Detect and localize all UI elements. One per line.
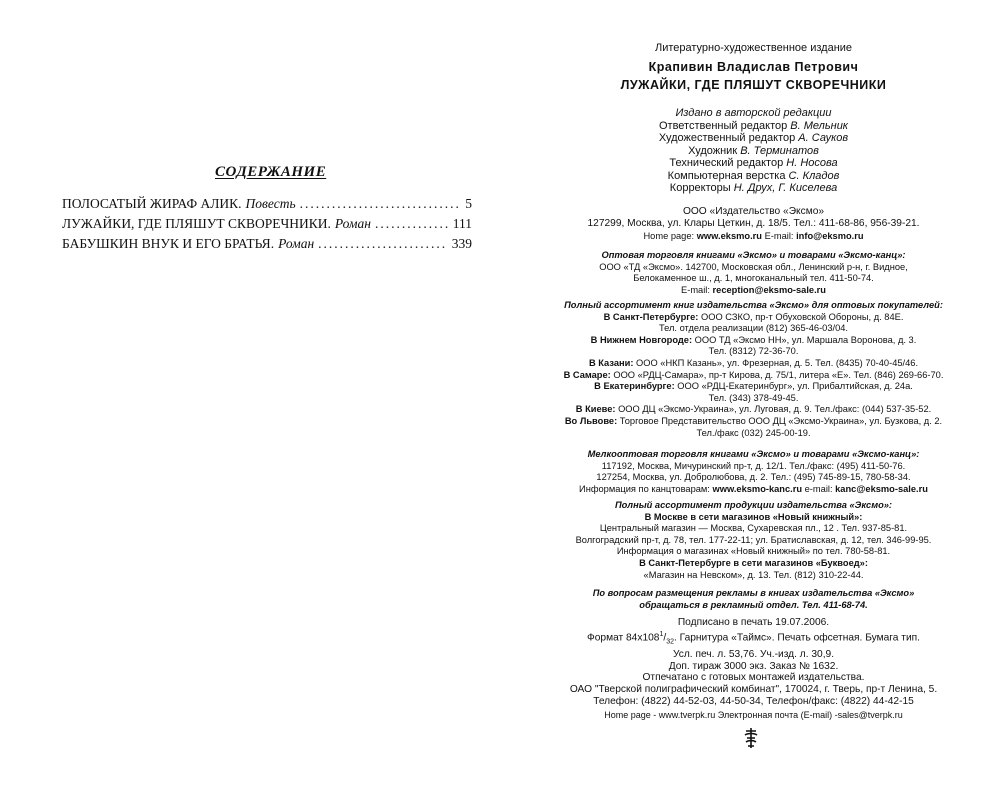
regional-text: ООО СЗКО, пр-т Обуховской Обороны, д. 84Е. [701, 311, 904, 322]
regional-item [500, 381, 1007, 393]
credits-block [500, 107, 1007, 195]
toc-entry-title: ЛУЖАЙКИ, ГДЕ ПЛЯШУТ СКВОРЕЧНИКИ. [62, 216, 331, 231]
advert-line: обращаться в рекламный отдел. Тел. 411-68-74. [639, 599, 868, 610]
credit-person: В. Терминатов [740, 144, 819, 157]
advert-block [500, 588, 1007, 611]
regional-text: Торговое Представительство ООО ДЦ «Эксмо-Украина», ул. Бузкова, д. 2. [619, 415, 943, 426]
printer-line: ОАО "Тверской полиграфический комбинат", 170024, г. Тверь, пр-т Ленина, 5. [569, 684, 938, 696]
publisher-block [500, 206, 1007, 243]
format-sup: 1 [659, 631, 664, 639]
regional-city: В Самаре: [563, 369, 611, 380]
wholesale-block [500, 250, 1007, 296]
credit-role: Издано в авторской редакции [675, 107, 832, 119]
book-title: ЛУЖАЙКИ, ГДЕ ПЛЯШУТ СКВОРЕЧНИКИ [620, 78, 887, 92]
credit-role: Художник [688, 144, 738, 157]
toc-title: СОДЕРЖАНИЕ [215, 164, 327, 180]
regional-text-cont: Тел. (8312) 72-36-70. [708, 346, 799, 357]
credit-line [500, 107, 1007, 120]
author-name: Крапивин Владислав Петрович [648, 60, 859, 74]
spb-line: «Магазин на Невском», д. 13. Тел. (812) 310-22-44. [643, 569, 864, 580]
regional-text-cont: Тел. (343) 378-49-45. [708, 392, 799, 403]
credit-line [500, 132, 1007, 145]
retail-heading: Полный ассортимент продукции издательства «Эксмо»: [614, 500, 893, 510]
toc-entry-genre: Повесть [245, 196, 296, 211]
credit-line [500, 120, 1007, 133]
format-text: . Гарнитура «Таймс». Печать офсетная. Бумага тип. [674, 632, 920, 644]
regional-item [500, 335, 1007, 347]
regional-block [500, 300, 1007, 439]
regional-city: В Екатеринбурге: [594, 381, 675, 392]
toc-entry[interactable] [62, 236, 472, 256]
email-link[interactable]: reception@eksmo-sale.ru [712, 284, 826, 295]
regional-city: В Санкт-Петербурге: [603, 311, 699, 322]
toc-leader-dots [318, 236, 448, 252]
publisher-address: 127299, Москва, ул. Клары Цеткин, д. 18/5. Тел.: 411-68-86, 956-39-21. [587, 218, 920, 230]
table-of-contents [62, 196, 472, 256]
format-sub: 32 [666, 638, 674, 646]
printer-block [500, 672, 1007, 721]
kanc-label: Информация по канцтоварам: [579, 483, 710, 494]
credit-role: Корректоры [669, 182, 731, 194]
home-link[interactable]: www.eksmo.ru [696, 231, 762, 242]
toc-entry[interactable] [62, 196, 472, 216]
credit-person: С. Кладов [788, 169, 840, 182]
credit-line [500, 157, 1007, 170]
moscow-line: Центральный магазин — Москва, Сухаревская пл., 12 . Тел. 937-85-81. [599, 523, 908, 534]
regional-text-cont: Тел. отдела реализации (812) 365-46-03/04. [658, 323, 849, 334]
toc-entry-page: 111 [452, 216, 472, 231]
email-label: e-mail: [804, 483, 833, 494]
print-info-block [500, 617, 1007, 673]
signed-to-print: Подписано в печать 19.07.2006. [677, 617, 830, 628]
printer-web-line: Home page - www.tverpk.ru Электронная почта (E-mail) -sales@tverpk.ru [604, 709, 903, 720]
wholesale-line: Белокаменное ш., д. 1, многоканальный тел. 411-50-74. [633, 273, 874, 284]
credit-role: Компьютерная верстка [667, 169, 786, 182]
toc-entry-genre: Роман [334, 216, 371, 231]
regional-item [500, 370, 1007, 382]
regional-text: ООО «РДЦ-Екатеринбург», ул. Прибалтийская, д. 24а. [677, 381, 913, 392]
toc-entry-genre: Роман [278, 236, 315, 251]
credit-person: Н. Носова [786, 157, 838, 169]
toc-entry-page: 5 [465, 196, 472, 211]
regional-item [500, 416, 1007, 428]
publisher-web [500, 230, 1007, 242]
regional-text: ООО ДЦ «Эксмо-Украина», ул. Луговая, д. 9. Тел./факс: (044) 537-35-52. [618, 404, 932, 415]
credit-line [500, 182, 1007, 195]
regional-text: ООО «РДЦ-Самара», пр-т Кирова, д. 75/1, литера «Е». Тел. (846) 269-66-70. [613, 369, 944, 380]
regional-text: ООО ТД «Эксмо НН», ул. Маршала Воронова, д. 3. [694, 334, 917, 345]
moscow-line: Информация о магазинах «Новый книжный» по тел. 780-58-81. [616, 546, 891, 557]
wholesale-heading: Оптовая торговля книгами «Эксмо» и товарами «Эксмо-канц»: [601, 250, 906, 260]
credit-person: В. Мельник [790, 119, 848, 132]
printer-line: Отпечатано с готовых монтажей издательства. [642, 672, 865, 683]
toc-leader-dots [375, 216, 449, 232]
credit-role: Технический редактор [669, 157, 784, 169]
moscow-heading: В Москве в сети магазинов «Новый книжный»: [644, 511, 863, 522]
left-page [0, 0, 500, 800]
email-link[interactable]: info@eksmo.ru [796, 231, 864, 242]
sheets-line: Усл. печ. л. 53,76. Уч.-изд. л. 30,9. [672, 648, 835, 660]
credit-line [500, 145, 1007, 158]
credit-person: Н. Друх, Г. Киселева [733, 182, 838, 194]
small-wholesale-line: 117192, Москва, Мичуринский пр-т, д. 12/1. Тел./факс: (495) 411-50-76. [601, 460, 906, 471]
advert-line: По вопросам размещения рекламы в книгах издательства «Эксмо» [592, 588, 915, 598]
wholesale-line: ООО «ТД «Эксмо». 142700, Московская обл., Ленинский р-н, г. Видное, [599, 261, 908, 272]
run-line: Доп. тираж 3000 экз. Заказ № 1632. [668, 661, 839, 673]
home-label: Home page: [643, 231, 695, 242]
regional-text: ООО «НКП Казань», ул. Фрезерная, д. 5. Тел. (8435) 70-40-45/46. [636, 357, 919, 368]
format-text: Формат 84x108 [587, 632, 660, 644]
email-link[interactable]: kanc@eksmo-sale.ru [835, 483, 928, 494]
printer-line: Телефон: (4822) 44-52-03, 44-50-34, Телефон/факс: (4822) 44-42-15 [593, 696, 914, 708]
small-wholesale-line: 127254, Москва, ул. Добролюбова, д. 2. Тел.: (495) 745-89-15, 780-58-34. [596, 472, 911, 483]
regional-city: В Киеве: [575, 404, 616, 415]
kanc-info [500, 484, 1007, 496]
regional-item [500, 358, 1007, 370]
small-wholesale-heading: Мелкооптовая торговля книгами «Эксмо» и товарами «Эксмо-канц»: [587, 449, 920, 459]
toc-entry-page: 339 [451, 236, 472, 251]
credit-person: А. Сауков [798, 132, 849, 144]
email-label: E-mail: [764, 231, 794, 242]
regional-text-cont: Тел./факс (032) 245-00-19. [696, 427, 811, 438]
toc-entry-title: БАБУШКИН ВНУК И ЕГО БРАТЬЯ. [62, 236, 275, 251]
regional-item [500, 312, 1007, 324]
regional-item [500, 404, 1007, 416]
regional-heading: Полный ассортимент книг издательства «Эксмо» для оптовых покупателей: [564, 300, 943, 310]
regional-city: Во Львове: [564, 415, 618, 426]
credit-line [500, 170, 1007, 183]
wholesale-email [500, 285, 1007, 297]
edition-type: Литературно-художественное издание [654, 42, 853, 54]
regional-city: В Нижнем Новгороде: [590, 334, 693, 345]
moscow-line: Волгоградский пр-т, д. 78, тел. 177-22-11; ул. Братиславская, д. 12, тел. 346-99-95. [575, 534, 932, 545]
printer-logo-icon [743, 727, 759, 749]
kanc-site-link[interactable]: www.eksmo-kanc.ru [712, 483, 803, 494]
small-wholesale-block [500, 449, 1007, 495]
spb-heading: В Санкт-Петербурге в сети магазинов «Буквоед»: [639, 557, 868, 568]
format-line: Формат $84x108^1/_{32}$. Гарнитура «Таймс». Печать офсетная. Бумага тип. [587, 631, 920, 646]
regional-city: В Казани: [588, 357, 634, 368]
retail-block [500, 500, 1007, 581]
toc-entry-title: ПОЛОСАТЫЙ ЖИРАФ АЛИК. [62, 196, 242, 211]
right-page [500, 0, 1007, 800]
email-label: E-mail: [681, 284, 710, 295]
publisher-name: ООО «Издательство «Эксмо» [682, 206, 825, 217]
credit-role: Художественный редактор [658, 132, 796, 144]
credit-role: Ответственный редактор [658, 119, 788, 132]
toc-leader-dots [300, 196, 462, 212]
toc-entry[interactable] [62, 216, 472, 236]
